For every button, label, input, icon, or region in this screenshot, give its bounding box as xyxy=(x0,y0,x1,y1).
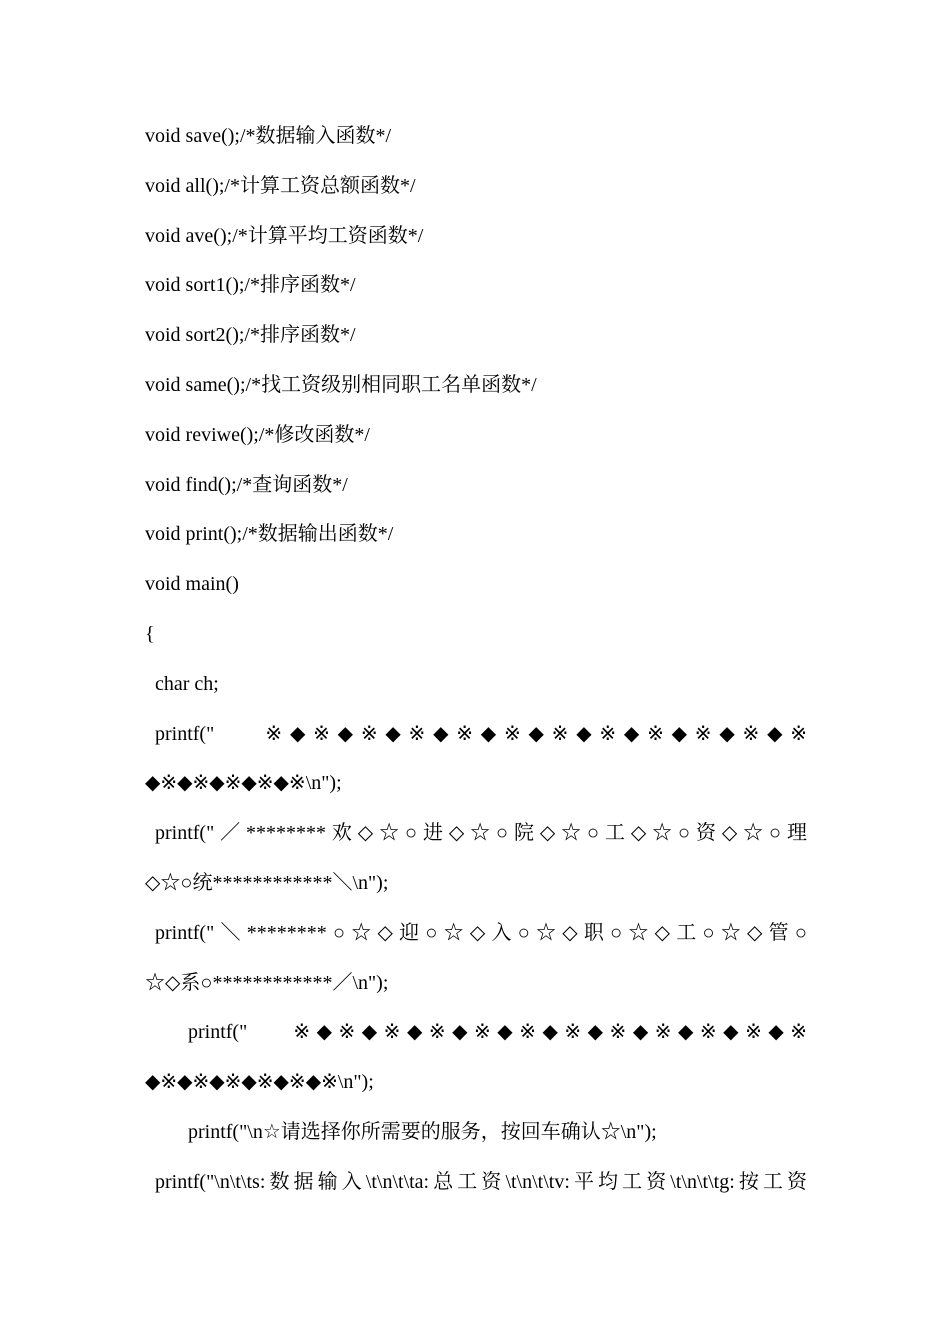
code-line-printf-prompt: printf("\n☆请选择你所需要的服务，按回车确认☆\n"); xyxy=(188,1120,657,1143)
code-line-printf-welcome-2a: printf("＼********○☆◇迎○☆◇入○☆◇职○☆◇工○☆◇管○ xyxy=(155,921,807,944)
code-line-open-brace: { xyxy=(145,622,155,645)
code-listing xyxy=(145,120,807,1216)
code-line-printf-menu: printf("\n\t\ts:数据输入\t\n\t\ta:总工资\t\n\t\tv:平均工资\t\n\t\tg:按工资 xyxy=(155,1170,807,1193)
code-line-main: void main() xyxy=(145,573,239,596)
code-line-all: void all();/*计算工资总额函数*/ xyxy=(145,174,416,197)
code-line-ave: void ave();/*计算平均工资函数*/ xyxy=(145,224,424,247)
code-line-same: void same();/*找工资级别相同职工名单函数*/ xyxy=(145,373,537,396)
code-line-print: void print();/*数据输出函数*/ xyxy=(145,523,394,546)
code-line-printf-border-2b: ◆※◆※◆※◆※◆※◆※\n"); xyxy=(145,1071,374,1094)
code-line-printf-border-1b: ◆※◆※◆※◆※◆※\n"); xyxy=(145,772,342,795)
code-line-char-ch: char ch; xyxy=(155,672,219,695)
code-line-printf-welcome-1b: ◇☆○统************＼\n"); xyxy=(145,871,389,894)
code-line-find: void find();/*查询函数*/ xyxy=(145,473,348,496)
code-line-printf-welcome-1a: printf("／********欢◇☆○进◇☆○院◇☆○工◇☆○资◇☆○理 xyxy=(155,822,807,845)
code-line-sort2: void sort2();/*排序函数*/ xyxy=(145,324,356,347)
code-line-reviwe: void reviwe();/*修改函数*/ xyxy=(145,423,370,446)
code-line-printf-border-2a: printf(" ※◆※◆※◆※◆※◆※◆※◆※◆※◆※◆※◆※ xyxy=(188,1021,807,1044)
code-line-save: void save();/*数据输入函数*/ xyxy=(145,125,392,147)
code-line-printf-border-1a: printf(" ※◆※◆※◆※◆※◆※◆※◆※◆※◆※◆※◆※ xyxy=(155,722,807,745)
code-line-sort1: void sort1();/*排序函数*/ xyxy=(145,274,356,297)
code-line-printf-welcome-2b: ☆◇系○************／\n"); xyxy=(145,971,389,994)
